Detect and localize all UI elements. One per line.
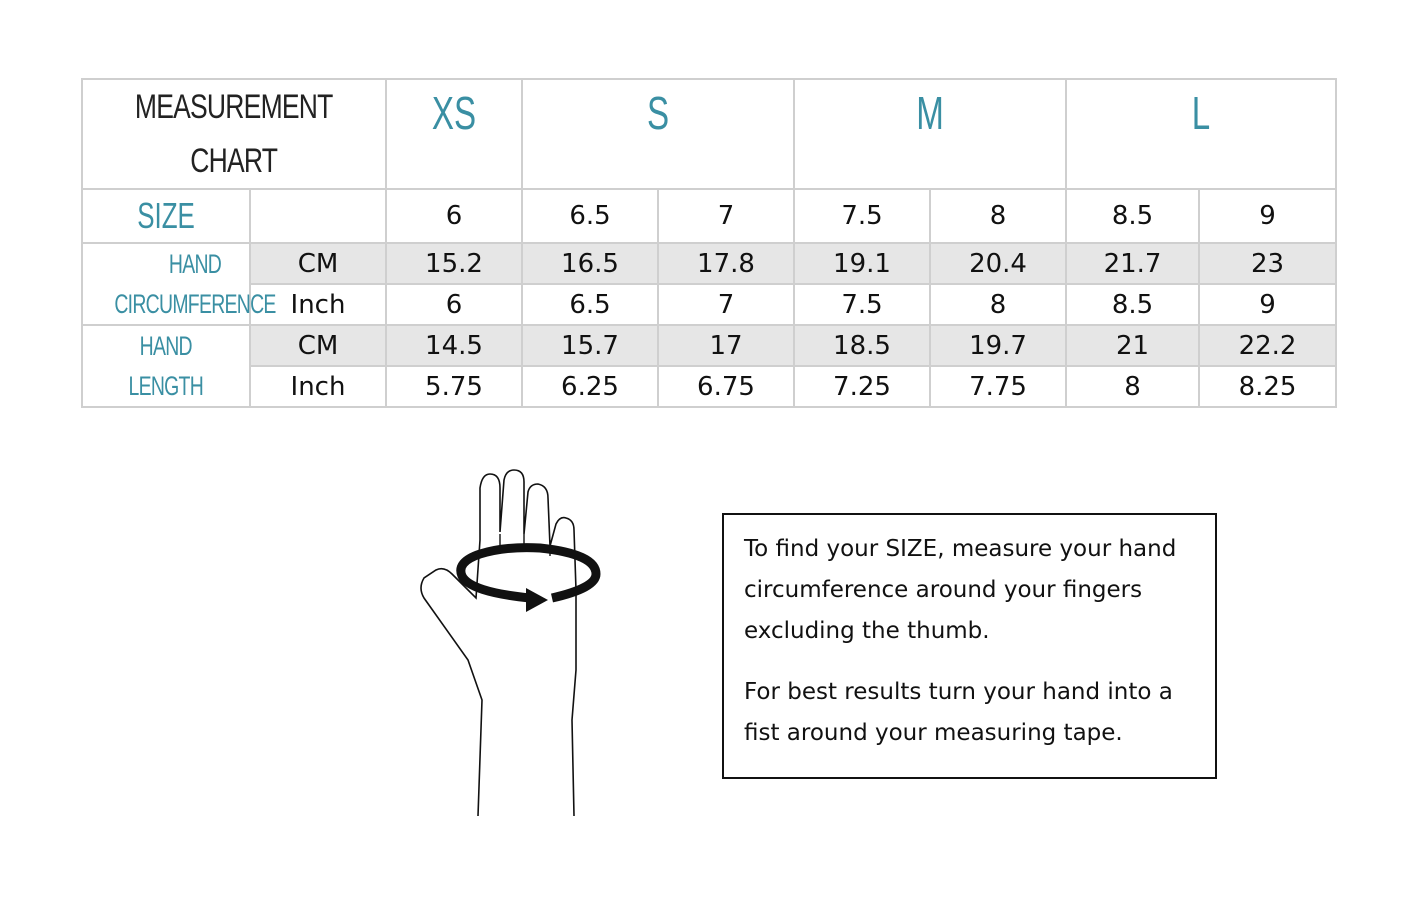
- length-cm-value: 19.7: [930, 325, 1066, 366]
- length-inch-value: 6.75: [658, 366, 794, 407]
- circumference-inch-value: 9: [1199, 284, 1336, 325]
- size-value: 6.5: [522, 189, 658, 243]
- length-inch-value: 7.75: [930, 366, 1066, 407]
- size-value: 8: [930, 189, 1066, 243]
- circumference-cm-value: 21.7: [1066, 243, 1199, 284]
- size-value: 9: [1199, 189, 1336, 243]
- circumference-inch-value: 7: [658, 284, 794, 325]
- length-cm-value: 15.7: [522, 325, 658, 366]
- size-row: [82, 189, 1336, 243]
- size-header-l: L: [1104, 79, 1298, 189]
- length-cm-row: [82, 325, 1336, 366]
- circumference-inch-label: Inch: [250, 284, 386, 325]
- length-inch-label: Inch: [250, 366, 386, 407]
- circumference-inch-value: 8: [930, 284, 1066, 325]
- circumference-inch-value: 6: [386, 284, 522, 325]
- size-row-unit: [250, 189, 386, 243]
- measurement-chart: [81, 78, 1337, 408]
- size-value: 7: [658, 189, 794, 243]
- size-value: 8.5: [1066, 189, 1199, 243]
- circumference-cm-value: 23: [1199, 243, 1336, 284]
- size-header-m: M: [832, 79, 1028, 189]
- circumference-cm-label: CM: [250, 243, 386, 284]
- size-row-label: SIZE: [82, 189, 250, 243]
- length-inch-value: 6.25: [522, 366, 658, 407]
- length-cm-value: 14.5: [386, 325, 522, 366]
- length-inch-value: 8: [1066, 366, 1199, 407]
- length-cm-label: CM: [250, 325, 386, 366]
- length-inch-value: 5.75: [386, 366, 522, 407]
- circumference-cm-row: [82, 243, 1336, 284]
- chart-title-line2: CHART: [190, 142, 278, 180]
- length-cm-value: 22.2: [1199, 325, 1336, 366]
- circumference-inch-value: 7.5: [794, 284, 930, 325]
- length-cm-value: 17: [658, 325, 794, 366]
- circumference-inch-value: 8.5: [1066, 284, 1199, 325]
- size-value: 7.5: [794, 189, 930, 243]
- chart-title-line1: MEASUREMENT: [135, 88, 333, 126]
- circumference-cm-value: 16.5: [522, 243, 658, 284]
- length-inch-value: 7.25: [794, 366, 930, 407]
- size-value: 6: [386, 189, 522, 243]
- length-inch-value: 8.25: [1199, 366, 1336, 407]
- length-inch-row: [82, 366, 1336, 407]
- circumference-label: HAND CIRCUMFERENCE: [82, 243, 250, 325]
- hand-measure-icon: [410, 470, 610, 825]
- instructions-paragraph-2: For best results turn your hand into a fist around your measuring tape.: [744, 679, 1173, 746]
- circumference-inch-value: 6.5: [522, 284, 658, 325]
- instructions-paragraph-1: To find your SIZE, measure your hand circumference around your fingers excluding the thumb.: [744, 536, 1177, 644]
- circumference-cm-value: 20.4: [930, 243, 1066, 284]
- length-cm-value: 21: [1066, 325, 1199, 366]
- circumference-cm-value: 15.2: [386, 243, 522, 284]
- length-cm-value: 18.5: [794, 325, 930, 366]
- chart-title-cell: [82, 79, 386, 189]
- length-label: HAND LENGTH: [82, 325, 250, 407]
- size-header-xs: XS: [405, 79, 503, 189]
- instructions-box: [722, 513, 1217, 779]
- circumference-cm-value: 19.1: [794, 243, 930, 284]
- circumference-cm-value: 17.8: [658, 243, 794, 284]
- size-header-s: S: [560, 79, 756, 189]
